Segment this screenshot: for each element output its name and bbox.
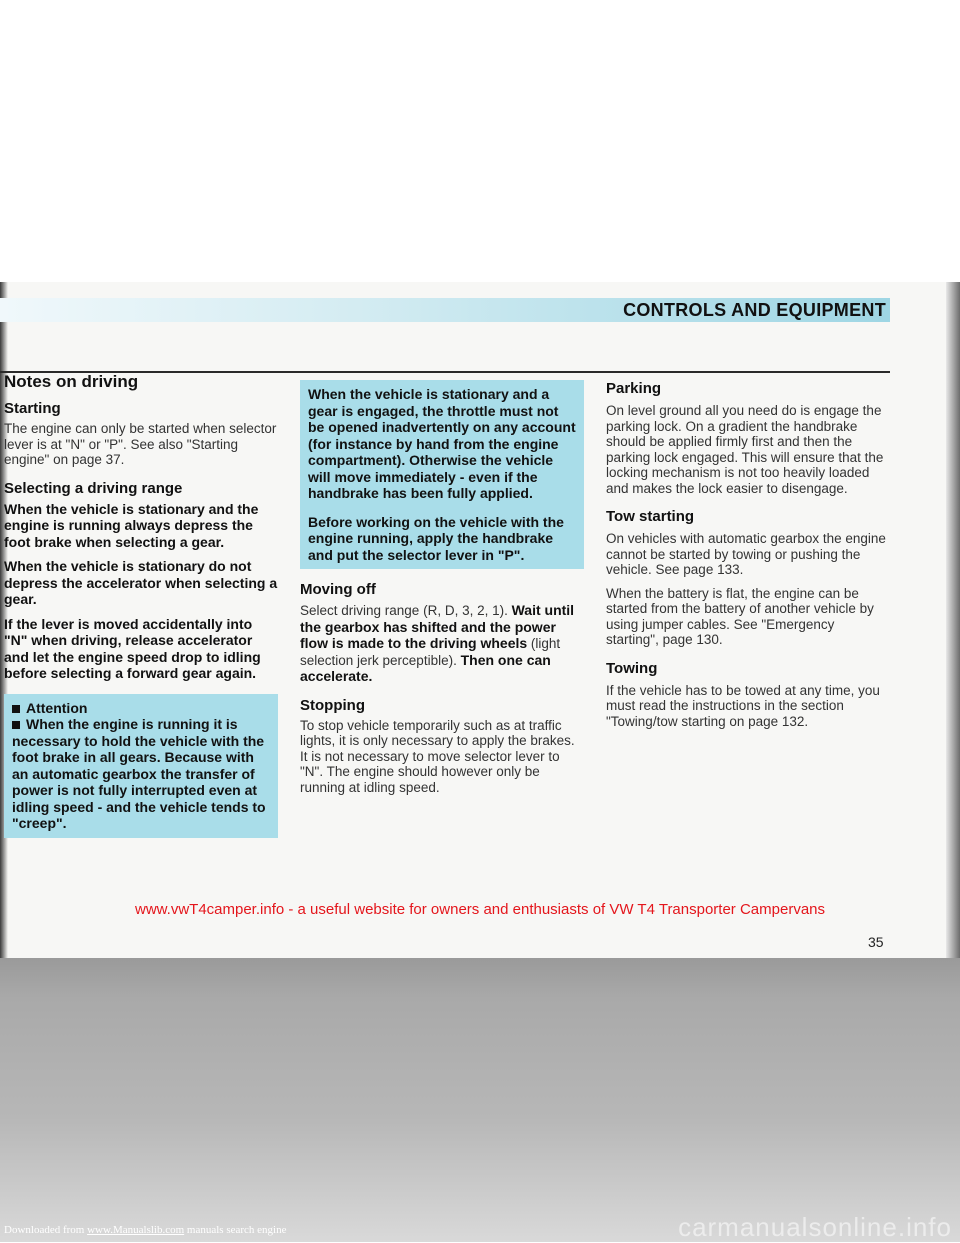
column-parking — [606, 380, 890, 729]
moving-off-accelerate: Then one can accelerate. — [300, 651, 551, 684]
range-heading: Selecting a driving range — [4, 479, 183, 497]
attention-label-item — [12, 700, 270, 717]
stopping-text: To stop vehicle temporarily such as at traffic lights, it is only necessary to apply the brakes. It is not necessary to move selector lever to "N". The engine should however only be running at idling speed. — [300, 717, 575, 795]
attention-label: Attention — [26, 699, 88, 716]
footer-prefix: Downloaded from — [4, 1224, 85, 1236]
starting-text: The engine can only be started when selector lever is at "N" or "P". See also "Starting engine" on page 37. — [4, 421, 277, 467]
download-footer — [4, 1224, 286, 1236]
warning-box-throttle — [300, 380, 584, 569]
warning-throttle-text: When the vehicle is stationary and a gear is engaged, the throttle must not be opened inadvertently on any account (for instance by hand from the engine compartment). Otherwise the vehicle will move immediately - even if the handbrake has been fully applied. — [308, 386, 576, 501]
warning-stationary-brake: When the vehicle is stationary and the engine is running always depress the foot brake when selecting a gear. — [4, 500, 259, 550]
moving-off-select: Select driving range (R, D, 3, 2, 1). — [300, 603, 508, 618]
parking-heading: Parking — [606, 380, 662, 397]
moving-off-heading: Moving off — [300, 581, 376, 598]
starting-heading: Starting — [4, 400, 61, 417]
towing-text: If the vehicle has to be towed at any time, you must read the instructions in the section "Towing/tow starting on page 132. — [606, 682, 880, 729]
towing-heading: Towing — [606, 659, 658, 677]
tow-starting-text-1: On vehicles with automatic gearbox the engine cannot be started by towing or pushing the vehicle. See page 133. — [606, 531, 886, 577]
moving-off-wait: Wait until the gearbox has shifted and the power flow is made to the driving wheels — [300, 602, 575, 651]
carmanualsonline-watermark: carmanualsonline.info — [678, 1212, 952, 1242]
column-moving-off — [300, 380, 584, 795]
stopping-heading: Stopping — [300, 696, 365, 714]
warning-handbrake-text: Before working on the vehicle with the engine running, apply the handbrake and put the selector lever in "P". — [308, 513, 564, 563]
parking-text: On level ground all you need do is engage the parking lock. On a gradient the handbrake should be applied firmly first and then the parking lock engaged. This will ensure that the locking mechanism is not too heavily loaded and makes the lock easier to disengage. — [606, 403, 884, 496]
bullet-square-icon — [12, 721, 20, 729]
warning-no-accelerator: When the vehicle is stationary do not depress the accelerator when selecting a gear. — [4, 558, 278, 607]
bullet-square-icon — [12, 705, 20, 713]
tow-starting-heading: Tow starting — [606, 508, 695, 525]
attention-text-item — [12, 716, 270, 832]
footer-suffix: manuals search engine — [186, 1224, 287, 1236]
warning-lever-n: If the lever is moved accidentally into "N" when driving, release accelerator and let the engine speed drop to idling before selecting a forward gear again. — [4, 615, 261, 681]
scan-background-bottom — [0, 958, 960, 1242]
manualslib-link[interactable]: www.Manualslib.com — [87, 1224, 185, 1236]
watermark-link-text: www.vwT4camper.info - a useful website for owners and enthusiasts of VW T4 Transporter Campervans — [134, 901, 826, 918]
scan-background-top — [0, 0, 960, 282]
tow-starting-text-2: When the battery is flat, the engine can be started from the battery of another vehicle by using jumper cables. See "Emergency starting", page 130. — [606, 585, 874, 647]
section-title: CONTROLS AND EQUIPMENT — [623, 300, 886, 320]
moving-off-text — [300, 602, 584, 685]
moving-off-jerk: (light selection jerk perceptible). — [300, 636, 561, 668]
page-number: 35 — [868, 934, 884, 950]
notes-heading: Notes on driving — [4, 372, 139, 391]
attention-box — [4, 694, 278, 838]
attention-text: When the engine is running it is necessary to hold the vehicle with the foot brake in all gears. Because with an automatic gearbox the transfer of power is not fully interrupted even at idling speed - and the vehicle tends to "creep". — [12, 716, 266, 831]
page-right-shadow — [946, 282, 960, 958]
column-notes-on-driving — [4, 372, 278, 838]
